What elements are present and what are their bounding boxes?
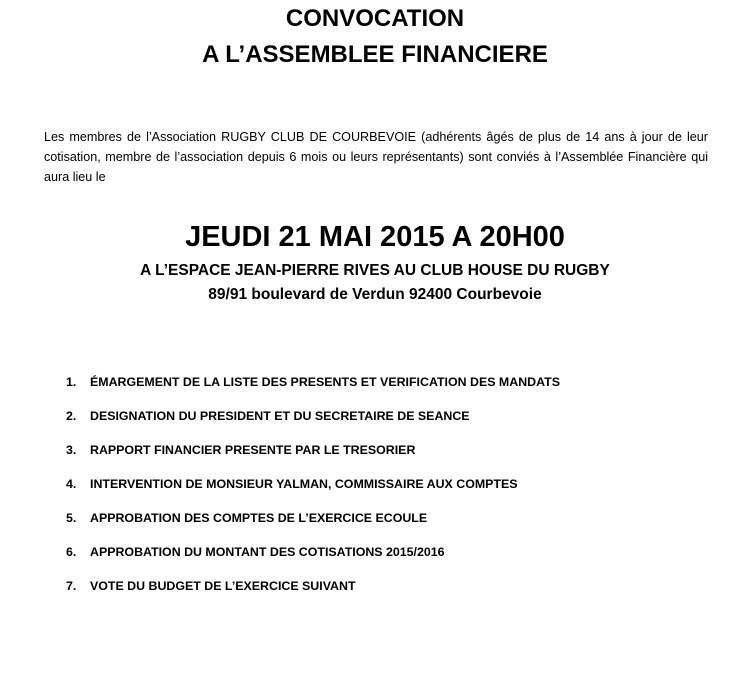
- agenda-item-text: ÉMARGEMENT DE LA LISTE DES PRESENTS ET VERIFICATION DES MANDATS: [90, 375, 560, 389]
- agenda-item-number: 5.: [66, 511, 77, 525]
- agenda-item-text: INTERVENTION DE MONSIEUR YALMAN, COMMISSAIRE AUX COMPTES: [90, 477, 518, 491]
- agenda-item-number: 1.: [66, 375, 77, 389]
- agenda-item-text: VOTE DU BUDGET DE L’EXERCICE SUIVANT: [90, 579, 356, 593]
- agenda-item-number: 4.: [66, 477, 77, 491]
- meeting-address: 89/91 boulevard de Verdun 92400 Courbevoie: [208, 286, 542, 303]
- agenda-item-text: RAPPORT FINANCIER PRESENTE PAR LE TRESORIER: [90, 443, 416, 457]
- agenda-item-number: 2.: [66, 409, 77, 423]
- agenda-item-text: APPROBATION DES COMPTES DE L’EXERCICE ECOULE: [90, 511, 428, 525]
- document-title-line-2: A L’ASSEMBLEE FINANCIERE: [202, 41, 548, 68]
- agenda-item-number: 6.: [66, 545, 77, 559]
- agenda-item-number: 7.: [66, 579, 77, 593]
- agenda-item: [66, 474, 560, 508]
- agenda-item-number: 3.: [66, 443, 77, 457]
- meeting-date: JEUDI 21 MAI 2015 A 20H00: [185, 221, 565, 253]
- agenda-item: [66, 440, 560, 474]
- agenda-list: [66, 372, 560, 610]
- intro-paragraph: Les membres de l’Association RUGBY CLUB DE COURBEVOIE (adhérents âgés de plus de 14 ans à jour de leur cotisation, membre de l’association depuis 6 mois ou leurs représentants) sont conviés à l’Assemblée Financière qui aura lieu le: [44, 130, 708, 184]
- document-title-line-1: CONVOCATION: [285, 5, 465, 32]
- agenda-item-text: APPROBATION DU MONTANT DES COTISATIONS 2015/2016: [90, 545, 445, 559]
- agenda-item: [66, 576, 560, 610]
- agenda-item: [66, 542, 560, 576]
- meeting-venue: A L’ESPACE JEAN-PIERRE RIVES AU CLUB HOUSE DU RUGBY: [140, 262, 610, 279]
- agenda-item: [66, 406, 560, 440]
- agenda-item-text: DESIGNATION DU PRESIDENT ET DU SECRETAIRE DE SEANCE: [90, 409, 470, 423]
- agenda-item: [66, 372, 560, 406]
- agenda-item: [66, 508, 560, 542]
